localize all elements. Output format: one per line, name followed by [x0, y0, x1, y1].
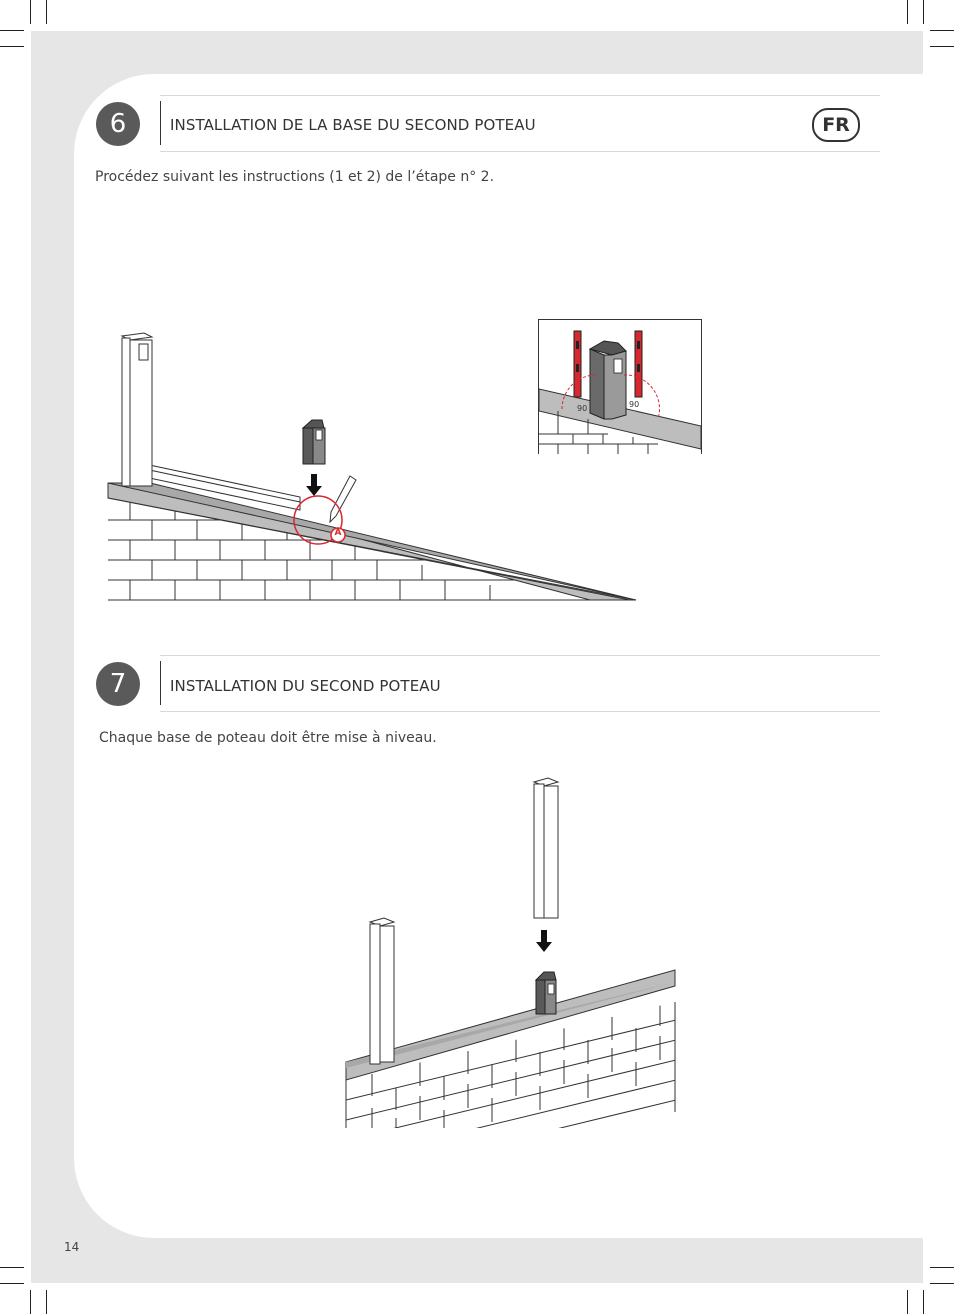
step-number-badge: 7: [96, 662, 140, 706]
angle-label-left: 90: [577, 404, 588, 413]
language-badge: FR: [812, 108, 860, 142]
page-number: 14: [64, 1240, 80, 1254]
step-title: INSTALLATION DU SECOND POTEAU: [170, 677, 441, 695]
step-number-badge: 6: [96, 102, 140, 146]
angle-label-right: 90: [629, 400, 640, 409]
step-instruction: Chaque base de poteau doit être mise à niveau.: [99, 730, 437, 746]
step-title: INSTALLATION DE LA BASE DU SECOND POTEAU: [170, 116, 536, 134]
callout-label: A: [334, 528, 342, 538]
step-instruction: Procédez suivant les instructions (1 et 2) de l’étape n° 2.: [95, 169, 495, 185]
